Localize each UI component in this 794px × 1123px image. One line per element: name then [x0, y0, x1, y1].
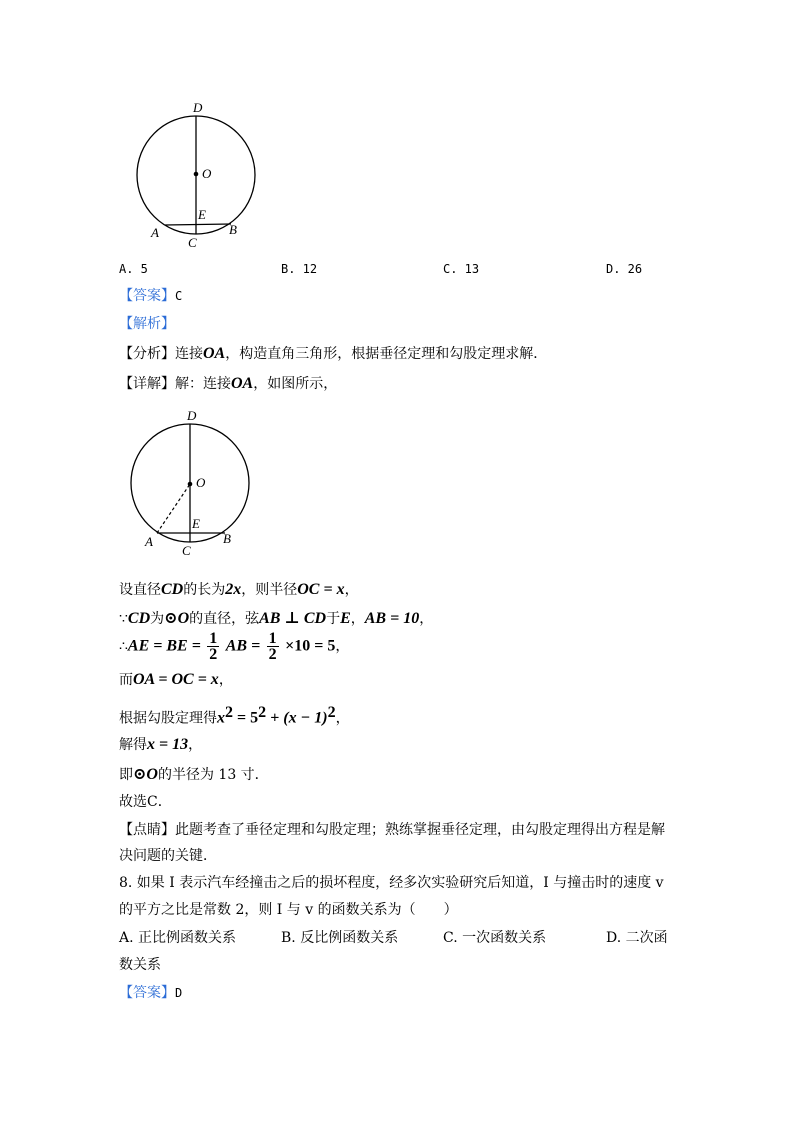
l5-s1: 2	[225, 704, 233, 721]
solution-line-6	[119, 735, 202, 755]
frac1-num: 1	[209, 630, 218, 647]
answer-tag: 【答案】	[119, 288, 175, 304]
l3-t1: ，	[335, 638, 350, 655]
solution-line-4	[119, 670, 233, 690]
fenxi-post: ，构造直角三角形，根据垂径定理和勾股定理求解．	[225, 346, 548, 362]
solution-line-2	[119, 609, 433, 629]
circle-figure-2	[120, 405, 280, 565]
l1-t1: 设直径	[119, 582, 161, 598]
label-e: E	[198, 207, 206, 222]
fraction-half-2	[267, 631, 279, 662]
l2-t1: 为	[150, 611, 165, 627]
answer-value-2: D	[175, 986, 183, 1000]
l3-t0: ∴	[119, 638, 128, 655]
answer-line	[119, 286, 182, 306]
answer-line-2	[119, 983, 182, 1003]
l7-t2: 的半径为 13 寸．	[157, 767, 269, 783]
question-8-line-2: 的平方之比是常数 2，则 I 与 v 的函数关系为（ ）	[119, 902, 458, 918]
frac2-num: 1	[268, 630, 277, 647]
l6-t1: 解得	[119, 737, 147, 753]
center-point	[194, 172, 199, 177]
l1-t3: ，则半径	[241, 582, 298, 598]
math-oa-2: OA	[231, 375, 254, 392]
l5-m2: = 5	[233, 709, 259, 727]
label-o: O	[202, 166, 212, 181]
l4-t2: ，	[218, 672, 233, 688]
l2-t2: 的直径，弦	[189, 611, 260, 627]
solution-line-8: 故选C．	[119, 794, 172, 810]
math-oa: OA	[203, 345, 226, 362]
l2-m5: AB = 10	[364, 610, 420, 627]
option-b: B. 12	[281, 262, 318, 276]
answer-tag-2: 【答案】	[119, 985, 175, 1001]
l2-m3: AB ⊥ CD	[259, 610, 327, 627]
center-point	[188, 482, 193, 487]
frac2-den: 2	[268, 646, 277, 663]
fenxi-tag: 【分析】	[119, 346, 175, 362]
l1-m1: CD	[161, 581, 184, 598]
l1-t4: ，	[344, 582, 359, 598]
l2-t4: ，	[350, 611, 365, 627]
dianjing-line-1	[119, 820, 665, 840]
q8-option-d: D. 二次函	[606, 930, 668, 946]
label-a: A	[145, 534, 153, 549]
solution-line-1	[119, 580, 359, 600]
l3-m1: AE = BE =	[127, 637, 201, 655]
dianjing-text1: 此题考查了垂径定理和勾股定理；熟练掌握垂径定理，由勾股定理得出方程是解	[175, 822, 665, 838]
l5-s3: 2	[327, 704, 336, 721]
label-d: D	[193, 100, 203, 115]
l2-t0: ∵	[119, 611, 128, 627]
xiangjie-line	[119, 374, 337, 394]
l5-t2: ，	[335, 710, 350, 727]
l6-m1: x = 13	[147, 736, 189, 753]
fraction-half-1	[207, 631, 219, 662]
l1-m2: 2x	[225, 581, 242, 598]
solution-line-7	[119, 765, 269, 785]
l3-m2: AB =	[225, 637, 261, 655]
option-c: C. 13	[443, 262, 480, 276]
dianjing-line-2: 决问题的关键．	[119, 848, 217, 864]
l2-t3: 于	[326, 611, 341, 627]
circle-figure-1	[120, 95, 280, 255]
radius-oa-dashed	[157, 484, 190, 533]
fenxi-line	[119, 344, 547, 364]
l5-m3: + (x − 1)	[266, 709, 328, 727]
option-d: D. 26	[606, 262, 643, 276]
option-a: A. 5	[119, 262, 148, 276]
l1-m3: OC = x	[297, 581, 345, 598]
label-b: B	[223, 531, 231, 546]
l2-m1: CD	[127, 610, 151, 627]
label-b: B	[229, 222, 237, 237]
l2-m2: ⊙O	[164, 610, 190, 627]
l5-t1: 根据勾股定理得	[119, 710, 217, 727]
xiangjie-pre: 解：连接	[175, 376, 231, 392]
l5-m1: x	[217, 709, 225, 727]
l5-s2: 2	[258, 704, 267, 721]
q8-option-d-cont: 数关系	[119, 957, 161, 973]
solution-line-5	[119, 703, 350, 729]
question-8-line-1: 8. 如果 I 表示汽车经撞击之后的损坏程度，经多次实验研究后知道，I 与撞击时的速度 v	[119, 875, 664, 891]
l2-t5: ，	[419, 611, 434, 627]
l7-t1: 即	[119, 767, 133, 783]
label-o: O	[196, 475, 206, 490]
dianjing-tag: 【点睛】	[119, 822, 175, 838]
xiangjie-post: ，如图所示，	[253, 376, 338, 392]
chord-ab	[165, 224, 231, 225]
xiangjie-tag: 【详解】	[119, 376, 175, 392]
label-e: E	[192, 516, 200, 531]
label-d: D	[187, 408, 197, 423]
solution-line-3	[119, 631, 349, 662]
q8-option-a: A. 正比例函数关系	[119, 930, 237, 946]
l4-m1: OA = OC = x	[133, 671, 219, 688]
l1-t2: 的长为	[183, 582, 226, 598]
l3-m3: ×10 = 5	[285, 637, 336, 655]
q8-option-c: C. 一次函数关系	[443, 930, 547, 946]
label-c: C	[182, 543, 191, 558]
label-c: C	[188, 235, 197, 250]
analysis-tag: 【解析】	[119, 316, 175, 332]
frac1-den: 2	[209, 646, 218, 663]
fenxi-pre: 连接	[175, 346, 203, 362]
l4-t1: 而	[119, 672, 133, 688]
q8-option-b: B. 反比例函数关系	[281, 930, 399, 946]
l7-m1: ⊙O	[133, 766, 158, 783]
label-a: A	[151, 225, 159, 240]
answer-value: C	[175, 289, 183, 303]
l2-m4: E	[340, 610, 351, 627]
l6-t2: ，	[188, 737, 203, 753]
